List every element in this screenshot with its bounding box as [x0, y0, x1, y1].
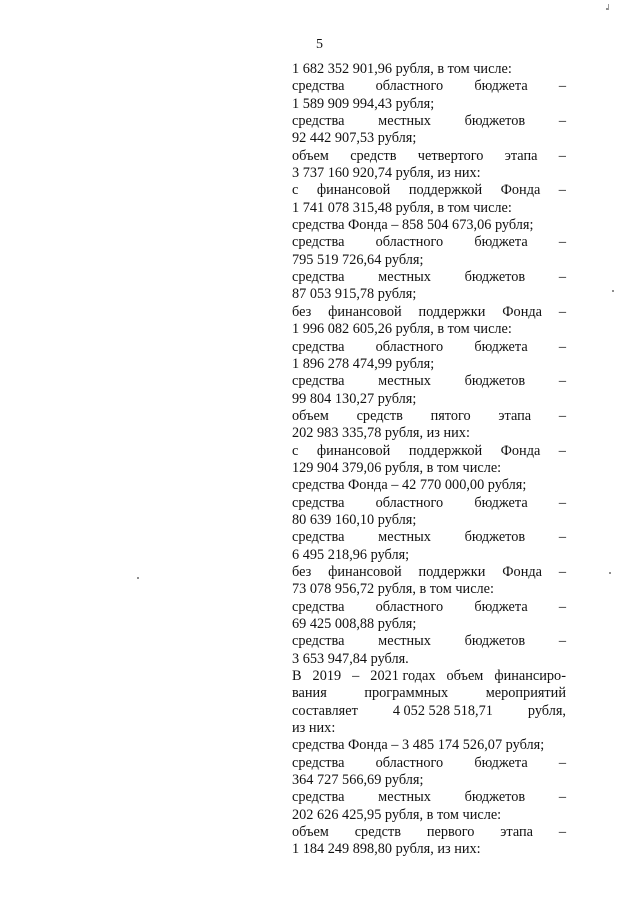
text-word: – — [558, 754, 566, 771]
text-word: областного — [375, 494, 444, 511]
text-word: областного — [375, 338, 444, 355]
text-line — [292, 824, 566, 841]
text-word: этапа — [500, 824, 533, 841]
text-line: 99 804 130,27 рубля; — [292, 390, 417, 407]
text-line: 1 184 249 898,80 рубля, из них: — [292, 841, 481, 858]
text-line: средства Фонда – 42 770 000,00 рубля; — [292, 477, 527, 494]
text-word: бюджета — [474, 754, 528, 771]
text-word: бюджетов — [464, 373, 526, 390]
text-word: этапа — [498, 407, 532, 424]
text-word: – — [558, 147, 566, 164]
text-word: – — [558, 789, 566, 806]
text-word: средств — [354, 824, 401, 841]
text-word: бюджетов — [464, 633, 526, 650]
text-line: 6 495 218,96 рубля; — [292, 546, 410, 563]
text-line — [292, 234, 566, 251]
text-line: 92 442 907,53 рубля; — [292, 130, 417, 147]
text-word: бюджета — [474, 494, 528, 511]
text-word: 4 052 528 518,71 — [392, 702, 493, 719]
text-word: Фонда — [502, 563, 542, 580]
text-word: – — [558, 529, 566, 546]
text-line — [292, 685, 566, 702]
text-word: средства — [292, 789, 345, 806]
text-line — [292, 113, 566, 130]
text-line: 69 425 008,88 рубля; — [292, 616, 417, 632]
scan-edge-mark — [608, 4, 609, 10]
text-word: бюджета — [474, 78, 528, 95]
text-line — [292, 755, 566, 772]
text-word: средств — [356, 407, 403, 424]
text-word: этапа — [504, 147, 538, 164]
text-word: без — [292, 563, 312, 580]
text-line: 1 896 278 474,99 рубля; — [292, 355, 435, 372]
text-word: Фонда — [502, 303, 542, 320]
text-word: – — [558, 182, 566, 199]
text-line: 3 737 160 920,74 рубля, из них: — [292, 165, 481, 182]
text-word: поддержкой — [408, 182, 483, 199]
text-word: программных — [364, 685, 449, 702]
text-line — [292, 599, 566, 616]
text-word: областного — [375, 78, 444, 95]
text-word: Фонда — [500, 182, 541, 199]
text-line — [292, 269, 566, 286]
scan-speck — [137, 577, 139, 579]
text-word: средства — [292, 269, 345, 286]
text-line — [292, 529, 566, 546]
text-word: – — [558, 824, 566, 841]
text-word: средства — [292, 373, 345, 390]
text-word: 2021 годах — [370, 668, 436, 685]
text-word: без — [292, 303, 312, 320]
scan-speck — [609, 572, 611, 574]
text-word: – — [558, 234, 566, 251]
text-word: местных — [378, 269, 431, 286]
scan-speck — [612, 290, 614, 292]
text-line: 3 653 947,84 рубля. — [292, 650, 409, 667]
text-word: мероприятий — [485, 685, 566, 702]
text-word: первого — [426, 824, 475, 841]
text-line — [292, 495, 566, 512]
text-word: – — [558, 407, 566, 424]
text-line — [292, 703, 566, 720]
text-word: местных — [378, 373, 431, 390]
text-line: 87 053 915,78 рубля; — [292, 286, 417, 303]
text-word: Фонда — [500, 442, 541, 459]
text-line: средства Фонда – 3 485 174 526,07 рубля; — [292, 737, 545, 754]
text-word: с — [292, 442, 299, 459]
text-line: 73 078 956,72 рубля, в том числе: — [292, 581, 494, 598]
text-word: бюджета — [474, 234, 528, 251]
text-word: – — [558, 303, 566, 320]
text-line — [292, 668, 566, 685]
text-word: местных — [378, 789, 431, 806]
text-word: 2019 — [312, 668, 342, 685]
text-word: областного — [375, 598, 444, 615]
text-line — [292, 633, 566, 650]
text-word: средства — [292, 754, 345, 771]
text-word: поддержки — [418, 303, 486, 320]
text-line: 1 741 078 315,48 рубля, в том числе: — [292, 199, 512, 216]
text-line: 80 639 160,10 рубля; — [292, 511, 417, 528]
text-word: средства — [292, 598, 345, 615]
text-line — [292, 564, 566, 581]
text-word: – — [558, 633, 566, 650]
text-word: финансовой — [316, 442, 391, 459]
text-word: средства — [292, 633, 345, 650]
text-line — [292, 373, 566, 390]
text-word: областного — [375, 754, 444, 771]
text-word: – — [352, 668, 360, 685]
text-word: средства — [292, 494, 345, 511]
text-word: – — [558, 442, 566, 459]
text-word: бюджета — [474, 598, 528, 615]
text-word: местных — [378, 113, 431, 130]
text-line: 202 983 335,78 рубля, из них: — [292, 425, 470, 442]
text-word: – — [558, 373, 566, 390]
text-word: вания — [292, 685, 327, 702]
text-word: бюджетов — [464, 529, 526, 546]
text-word: – — [558, 598, 566, 615]
text-word: средств — [350, 147, 397, 164]
document-text-column — [292, 61, 566, 859]
text-word: финансовой — [328, 303, 402, 320]
text-word: четвертого — [417, 147, 484, 164]
page-number: 5 — [316, 37, 323, 52]
text-word: бюджетов — [464, 789, 526, 806]
text-line: 795 519 726,64 рубля; — [292, 251, 424, 268]
text-line: 364 727 566,69 рубля; — [292, 772, 424, 789]
text-word: В — [292, 668, 302, 685]
text-word: областного — [375, 234, 444, 251]
text-word: бюджетов — [464, 113, 526, 130]
text-line: 1 682 352 901,96 рубля, в том числе: — [292, 61, 512, 77]
text-line — [292, 443, 566, 460]
text-word: – — [558, 78, 566, 95]
text-word: – — [558, 563, 566, 580]
text-word: пятого — [430, 407, 471, 424]
text-line: 129 904 379,06 рубля, в том числе: — [292, 459, 502, 476]
text-word: с — [292, 182, 299, 199]
text-word: объем — [446, 668, 484, 685]
text-word: средства — [292, 78, 345, 95]
text-word: поддержки — [418, 563, 486, 580]
text-word: средства — [292, 338, 345, 355]
text-word: финансовой — [316, 182, 391, 199]
text-line — [292, 78, 566, 95]
text-word: средства — [292, 113, 345, 130]
text-word: средства — [292, 234, 345, 251]
text-word: рубля, — [527, 702, 566, 719]
text-line: из них: — [292, 720, 336, 737]
text-word: объем — [292, 407, 329, 424]
text-word: местных — [378, 633, 431, 650]
text-line — [292, 182, 566, 199]
text-word: местных — [378, 529, 431, 546]
text-line: 1 996 082 605,26 рубля, в том числе: — [292, 321, 512, 338]
text-line — [292, 148, 566, 165]
text-word: объем — [292, 824, 329, 841]
text-word: – — [558, 494, 566, 511]
text-word: финансовой — [328, 563, 402, 580]
text-line: средства Фонда – 858 504 673,06 рубля; — [292, 217, 534, 234]
text-word: составляет — [292, 702, 358, 719]
text-line: 1 589 909 994,43 рубля; — [292, 95, 435, 112]
text-line — [292, 339, 566, 356]
text-line — [292, 789, 566, 806]
text-line — [292, 408, 566, 425]
text-word: средства — [292, 529, 345, 546]
text-word: – — [558, 269, 566, 286]
text-word: объем — [292, 147, 329, 164]
text-word: бюджетов — [464, 269, 526, 286]
text-line — [292, 304, 566, 321]
text-word: поддержкой — [408, 442, 483, 459]
text-word: финансиро- — [494, 668, 566, 685]
text-word: бюджета — [474, 338, 528, 355]
text-word: – — [558, 113, 566, 130]
text-word: – — [558, 338, 566, 355]
text-line: 202 626 425,95 рубля, в том числе: — [292, 806, 502, 823]
